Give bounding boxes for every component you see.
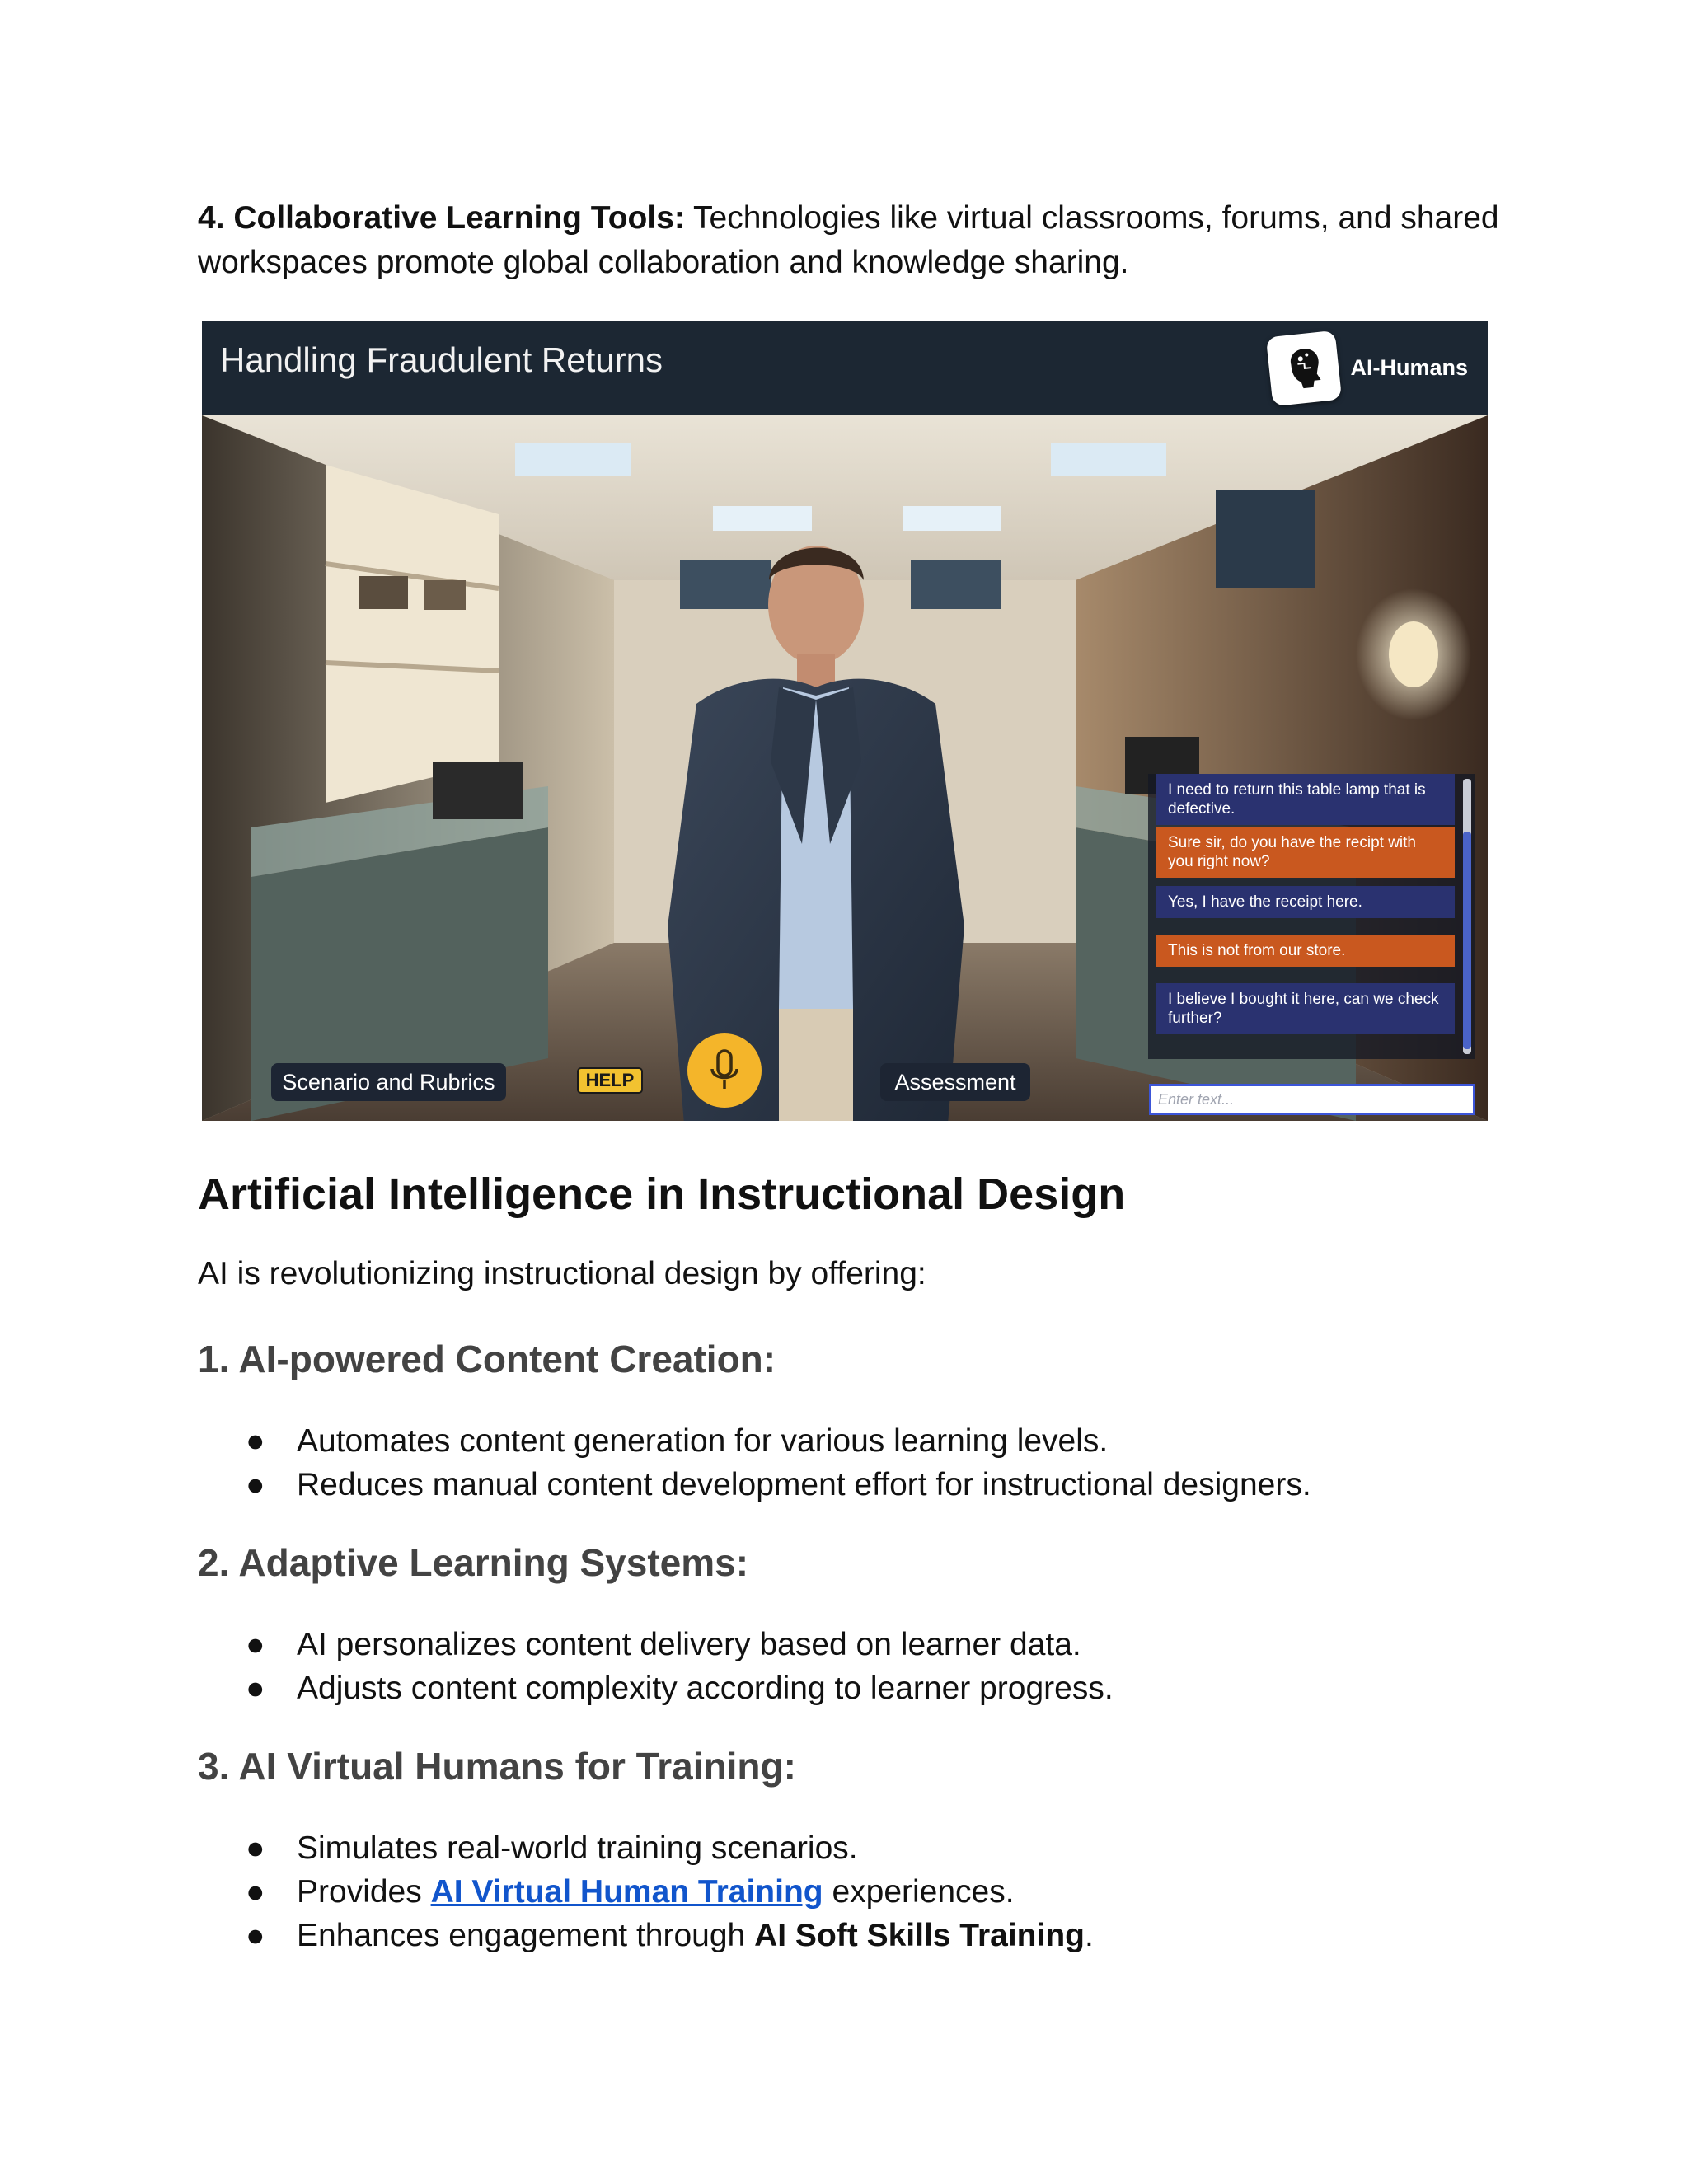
bullet-icon: ●	[246, 1627, 265, 1662]
list-item: ● AI personalizes content delivery based on learner data.	[198, 1623, 1517, 1666]
scenario-title: Handling Fraudulent Returns	[220, 340, 663, 379]
list-item: ● Provides AI Virtual Human Training experiences.	[198, 1870, 1517, 1914]
bullet-icon: ●	[246, 1423, 265, 1459]
bullet-list-virtual-humans	[198, 1826, 1517, 1957]
list-item: ● Reduces manual content development effort for instructional designers.	[198, 1463, 1517, 1507]
list-item: ● Automates content generation for various learning levels.	[198, 1419, 1517, 1463]
subheading-adaptive-learning: 2. Adaptive Learning Systems:	[198, 1541, 749, 1584]
chat-text-input[interactable]	[1149, 1084, 1475, 1115]
bullet-icon: ●	[246, 1874, 265, 1910]
chat-message-user: I believe I bought it here, can we check further?	[1156, 983, 1455, 1034]
section-lead: AI is revolutionizing instructional design by offering:	[198, 1256, 926, 1291]
subheading-virtual-humans: 3. AI Virtual Humans for Training:	[198, 1745, 796, 1788]
microphone-icon	[708, 1047, 741, 1094]
chat-message-bot: This is not from our store.	[1156, 935, 1455, 967]
ai-virtual-human-training-link[interactable]: AI Virtual Human Training	[430, 1874, 823, 1910]
scenario-rubrics-button[interactable]: Scenario and Rubrics	[271, 1063, 506, 1101]
section-heading: Artificial Intelligence in Instructional Design	[198, 1169, 1126, 1219]
help-button[interactable]: HELP	[577, 1067, 643, 1094]
assessment-button[interactable]: Assessment	[880, 1063, 1030, 1101]
bullet-icon: ●	[246, 1830, 265, 1866]
microphone-button[interactable]	[687, 1033, 762, 1108]
bullet-icon: ●	[246, 1671, 265, 1706]
intro-text: Technologies like virtual classrooms, forums, and shared workspaces promote global collaboration and knowledge sharing.	[198, 200, 1499, 280]
brand-badge	[1269, 321, 1468, 415]
chat-message-user: I need to return this table lamp that is defective.	[1156, 774, 1455, 825]
brand-name: AI-Humans	[1350, 355, 1468, 380]
subheading-content-creation: 1. AI-powered Content Creation:	[198, 1338, 776, 1380]
intro-label: 4. Collaborative Learning Tools:	[198, 200, 685, 236]
brain-head-logo-icon	[1266, 330, 1342, 405]
chat-scrollbar-thumb[interactable]	[1463, 832, 1471, 1049]
soft-skills-bold: AI Soft Skills Training	[754, 1918, 1085, 1953]
bullet-icon: ●	[246, 1467, 265, 1502]
list-item: ● Simulates real-world training scenarios.	[198, 1826, 1517, 1870]
intro-paragraph	[198, 196, 1500, 285]
bullet-list-content-creation	[198, 1419, 1517, 1507]
bullet-icon: ●	[246, 1918, 265, 1953]
training-screenshot	[202, 321, 1488, 1121]
chat-message-user: Yes, I have the receipt here.	[1156, 886, 1455, 918]
list-item: ● Adjusts content complexity according to learner progress.	[198, 1666, 1517, 1710]
bullet-list-adaptive-learning	[198, 1623, 1517, 1710]
screenshot-header	[202, 321, 1488, 415]
chat-panel[interactable]	[1148, 774, 1475, 1059]
chat-message-bot: Sure sir, do you have the recipt with you right now?	[1156, 827, 1455, 878]
list-item: ● Enhances engagement through AI Soft Skills Training.	[198, 1914, 1517, 1957]
